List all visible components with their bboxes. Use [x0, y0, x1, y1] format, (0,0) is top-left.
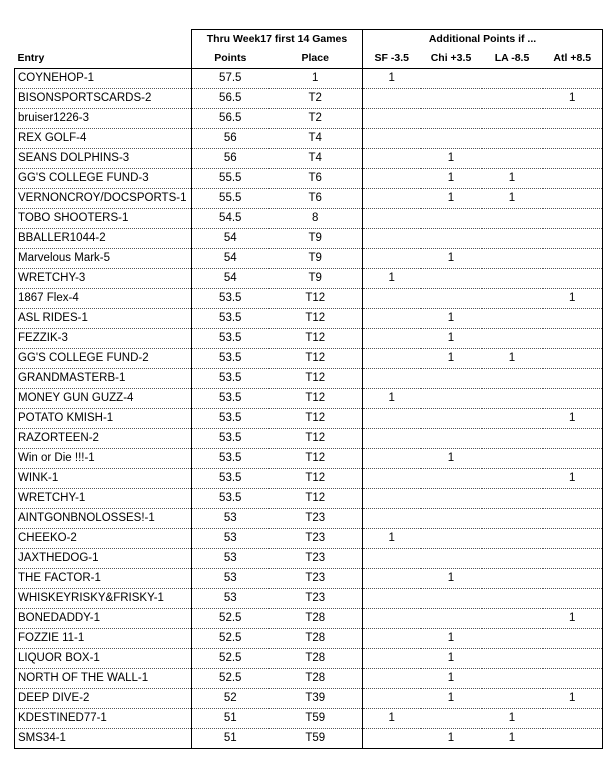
cell-place: T28 [269, 609, 363, 629]
cell-entry: SEANS DOLPHINS-3 [15, 149, 192, 169]
cell-place: T9 [269, 229, 363, 249]
cell-points: 55.5 [192, 169, 269, 189]
cell-points: 54 [192, 249, 269, 269]
cell-sf [363, 449, 421, 469]
standings-sheet [14, 29, 603, 749]
cell-sf: 1 [363, 389, 421, 409]
cell-sf [363, 589, 421, 609]
cell-la [482, 489, 543, 509]
cell-entry: SMS34-1 [15, 729, 192, 749]
cell-sf [363, 689, 421, 709]
cell-atl [543, 429, 603, 449]
cell-chi [421, 429, 482, 449]
cell-la [482, 69, 543, 89]
table-row [15, 429, 603, 449]
cell-place: T6 [269, 169, 363, 189]
cell-la: 1 [482, 349, 543, 369]
cell-chi [421, 369, 482, 389]
cell-place: 8 [269, 209, 363, 229]
cell-points: 52 [192, 689, 269, 709]
cell-entry: TOBO SHOOTERS-1 [15, 209, 192, 229]
table-row [15, 149, 603, 169]
cell-place: T59 [269, 709, 363, 729]
cell-points: 54.5 [192, 209, 269, 229]
cell-place: T23 [269, 549, 363, 569]
cell-entry: LIQUOR BOX-1 [15, 649, 192, 669]
table-row [15, 509, 603, 529]
cell-points: 53.5 [192, 309, 269, 329]
cell-atl [543, 649, 603, 669]
cell-sf [363, 549, 421, 569]
table-row [15, 729, 603, 749]
cell-place: T23 [269, 529, 363, 549]
cell-place: T23 [269, 589, 363, 609]
cell-chi: 1 [421, 729, 482, 749]
cell-place: T59 [269, 729, 363, 749]
cell-sf [363, 429, 421, 449]
cell-atl [543, 309, 603, 329]
cell-atl [543, 549, 603, 569]
table-row [15, 349, 603, 369]
cell-entry: WRETCHY-3 [15, 269, 192, 289]
cell-entry: GG'S COLLEGE FUND-2 [15, 349, 192, 369]
cell-points: 54 [192, 229, 269, 249]
cell-chi: 1 [421, 669, 482, 689]
standings-rows [15, 69, 603, 749]
cell-la [482, 469, 543, 489]
cell-chi [421, 229, 482, 249]
cell-sf [363, 629, 421, 649]
cell-entry: KDESTINED77-1 [15, 709, 192, 729]
cell-chi [421, 209, 482, 229]
cell-atl: 1 [543, 289, 603, 309]
table-row [15, 529, 603, 549]
cell-points: 56.5 [192, 109, 269, 129]
cell-points: 53 [192, 529, 269, 549]
cell-sf [363, 469, 421, 489]
table-row [15, 109, 603, 129]
cell-sf: 1 [363, 529, 421, 549]
cell-sf [363, 249, 421, 269]
cell-atl [543, 149, 603, 169]
cell-points: 53.5 [192, 349, 269, 369]
cell-atl [543, 589, 603, 609]
cell-la [482, 249, 543, 269]
cell-place: T12 [269, 429, 363, 449]
cell-entry: NORTH OF THE WALL-1 [15, 669, 192, 689]
cell-sf [363, 729, 421, 749]
cell-points: 53.5 [192, 389, 269, 409]
cell-chi: 1 [421, 649, 482, 669]
table-row [15, 69, 603, 89]
table-row [15, 469, 603, 489]
cell-sf [363, 189, 421, 209]
cell-points: 53.5 [192, 369, 269, 389]
cell-place: T2 [269, 89, 363, 109]
table-row [15, 649, 603, 669]
cell-sf [363, 89, 421, 109]
cell-chi: 1 [421, 169, 482, 189]
cell-la [482, 409, 543, 429]
cell-sf [363, 289, 421, 309]
cell-place: T39 [269, 689, 363, 709]
cell-atl [543, 349, 603, 369]
cell-place: T28 [269, 669, 363, 689]
cell-chi: 1 [421, 449, 482, 469]
col-header-entry: Entry [15, 49, 192, 69]
table-row [15, 609, 603, 629]
cell-place: T2 [269, 109, 363, 129]
cell-sf: 1 [363, 69, 421, 89]
cell-chi [421, 69, 482, 89]
cell-place: 1 [269, 69, 363, 89]
cell-chi [421, 269, 482, 289]
cell-place: T12 [269, 409, 363, 429]
cell-entry: RAZORTEEN-2 [15, 429, 192, 449]
cell-chi: 1 [421, 309, 482, 329]
cell-entry: GRANDMASTERB-1 [15, 369, 192, 389]
cell-chi: 1 [421, 249, 482, 269]
cell-sf [363, 569, 421, 589]
header-column-row [15, 49, 603, 69]
cell-atl: 1 [543, 89, 603, 109]
cell-place: T12 [269, 369, 363, 389]
cell-atl: 1 [543, 689, 603, 709]
cell-entry: AINTGONBNOLOSSES!-1 [15, 509, 192, 529]
cell-points: 52.5 [192, 649, 269, 669]
cell-la: 1 [482, 729, 543, 749]
cell-points: 52.5 [192, 609, 269, 629]
table-row [15, 489, 603, 509]
cell-chi [421, 469, 482, 489]
table-row [15, 169, 603, 189]
cell-sf [363, 369, 421, 389]
cell-place: T9 [269, 269, 363, 289]
cell-points: 52.5 [192, 629, 269, 649]
cell-chi [421, 609, 482, 629]
cell-entry: GG'S COLLEGE FUND-3 [15, 169, 192, 189]
cell-la [482, 209, 543, 229]
cell-atl [543, 269, 603, 289]
cell-sf [363, 229, 421, 249]
cell-chi: 1 [421, 689, 482, 709]
table-row [15, 249, 603, 269]
cell-atl [543, 169, 603, 189]
cell-entry: 1867 Flex-4 [15, 289, 192, 309]
cell-la [482, 309, 543, 329]
cell-place: T4 [269, 129, 363, 149]
cell-entry: JAXTHEDOG-1 [15, 549, 192, 569]
col-header-points: Points [192, 49, 269, 69]
cell-sf: 1 [363, 709, 421, 729]
cell-chi [421, 129, 482, 149]
group-title-additional-points: Additional Points if ... [363, 30, 603, 50]
col-header-chi: Chi +3.5 [421, 49, 482, 69]
cell-sf [363, 509, 421, 529]
cell-chi [421, 109, 482, 129]
cell-place: T12 [269, 389, 363, 409]
table-row [15, 569, 603, 589]
cell-chi [421, 529, 482, 549]
cell-la [482, 569, 543, 589]
cell-entry: REX GOLF-4 [15, 129, 192, 149]
cell-sf: 1 [363, 269, 421, 289]
cell-place: T12 [269, 289, 363, 309]
cell-atl [543, 569, 603, 589]
table-row [15, 329, 603, 349]
table-row [15, 449, 603, 469]
cell-place: T12 [269, 349, 363, 369]
cell-chi: 1 [421, 349, 482, 369]
cell-place: T28 [269, 649, 363, 669]
header-blank [15, 30, 192, 50]
cell-sf [363, 609, 421, 629]
cell-chi [421, 709, 482, 729]
cell-atl [543, 109, 603, 129]
cell-points: 51 [192, 729, 269, 749]
cell-points: 56.5 [192, 89, 269, 109]
cell-sf [363, 209, 421, 229]
table-row [15, 229, 603, 249]
cell-atl [543, 509, 603, 529]
cell-sf [363, 349, 421, 369]
cell-la: 1 [482, 709, 543, 729]
cell-atl [543, 209, 603, 229]
cell-entry: VERNONCROY/DOCSPORTS-1 [15, 189, 192, 209]
cell-sf [363, 489, 421, 509]
cell-la [482, 329, 543, 349]
cell-points: 52.5 [192, 669, 269, 689]
cell-points: 57.5 [192, 69, 269, 89]
cell-entry: POTATO KMISH-1 [15, 409, 192, 429]
cell-entry: THE FACTOR-1 [15, 569, 192, 589]
cell-points: 53.5 [192, 329, 269, 349]
cell-place: T4 [269, 149, 363, 169]
cell-points: 55.5 [192, 189, 269, 209]
cell-sf [363, 329, 421, 349]
cell-atl [543, 629, 603, 649]
cell-chi: 1 [421, 329, 482, 349]
cell-atl [543, 249, 603, 269]
cell-points: 53 [192, 509, 269, 529]
cell-entry: FEZZIK-3 [15, 329, 192, 349]
cell-entry: WINK-1 [15, 469, 192, 489]
cell-place: T12 [269, 469, 363, 489]
cell-place: T9 [269, 249, 363, 269]
cell-la [482, 529, 543, 549]
cell-la [482, 289, 543, 309]
cell-sf [363, 309, 421, 329]
cell-chi [421, 589, 482, 609]
table-row [15, 209, 603, 229]
cell-chi [421, 489, 482, 509]
cell-place: T12 [269, 449, 363, 469]
cell-la [482, 229, 543, 249]
cell-la [482, 429, 543, 449]
table-row [15, 309, 603, 329]
cell-atl [543, 529, 603, 549]
cell-la [482, 389, 543, 409]
cell-la [482, 109, 543, 129]
cell-entry: WHISKEYRISKY&FRISKY-1 [15, 589, 192, 609]
table-row [15, 629, 603, 649]
cell-entry: BISONSPORTSCARDS-2 [15, 89, 192, 109]
table-row [15, 669, 603, 689]
cell-la [482, 89, 543, 109]
cell-atl: 1 [543, 409, 603, 429]
header-group-row [15, 30, 603, 50]
cell-atl [543, 69, 603, 89]
cell-chi [421, 409, 482, 429]
cell-la [482, 449, 543, 469]
table-row [15, 189, 603, 209]
cell-chi [421, 289, 482, 309]
cell-entry: BBALLER1044-2 [15, 229, 192, 249]
cell-points: 53.5 [192, 289, 269, 309]
col-header-atl: Atl +8.5 [543, 49, 603, 69]
cell-atl [543, 369, 603, 389]
cell-points: 54 [192, 269, 269, 289]
cell-points: 53 [192, 549, 269, 569]
cell-entry: COYNEHOP-1 [15, 69, 192, 89]
cell-entry: Marvelous Mark-5 [15, 249, 192, 269]
cell-atl [543, 729, 603, 749]
cell-la [482, 669, 543, 689]
cell-la [482, 149, 543, 169]
cell-la [482, 509, 543, 529]
table-row [15, 369, 603, 389]
cell-entry: Win or Die !!!-1 [15, 449, 192, 469]
table-row [15, 129, 603, 149]
cell-place: T23 [269, 509, 363, 529]
cell-entry: MONEY GUN GUZZ-4 [15, 389, 192, 409]
cell-la [482, 649, 543, 669]
cell-entry: ASL RIDES-1 [15, 309, 192, 329]
cell-points: 56 [192, 149, 269, 169]
cell-la [482, 689, 543, 709]
cell-atl [543, 449, 603, 469]
table-row [15, 689, 603, 709]
cell-points: 53 [192, 589, 269, 609]
cell-la [482, 609, 543, 629]
table-row [15, 269, 603, 289]
col-header-sf: SF -3.5 [363, 49, 421, 69]
col-header-la: LA -8.5 [482, 49, 543, 69]
cell-atl [543, 229, 603, 249]
cell-place: T23 [269, 569, 363, 589]
cell-atl [543, 129, 603, 149]
cell-points: 53 [192, 569, 269, 589]
cell-place: T12 [269, 489, 363, 509]
cell-sf [363, 649, 421, 669]
cell-la [482, 129, 543, 149]
table-row [15, 589, 603, 609]
cell-entry: FOZZIE 11-1 [15, 629, 192, 649]
cell-entry: CHEEKO-2 [15, 529, 192, 549]
cell-place: T12 [269, 329, 363, 349]
cell-atl: 1 [543, 609, 603, 629]
table-row [15, 289, 603, 309]
cell-la: 1 [482, 169, 543, 189]
cell-points: 51 [192, 709, 269, 729]
cell-chi: 1 [421, 629, 482, 649]
cell-atl: 1 [543, 469, 603, 489]
table-row [15, 549, 603, 569]
cell-chi [421, 89, 482, 109]
cell-atl [543, 489, 603, 509]
cell-atl [543, 189, 603, 209]
cell-place: T6 [269, 189, 363, 209]
cell-points: 53.5 [192, 429, 269, 449]
table-row [15, 389, 603, 409]
cell-points: 56 [192, 129, 269, 149]
cell-sf [363, 129, 421, 149]
cell-sf [363, 409, 421, 429]
cell-points: 53.5 [192, 489, 269, 509]
cell-chi: 1 [421, 149, 482, 169]
standings-table [14, 29, 603, 749]
cell-atl [543, 709, 603, 729]
cell-sf [363, 669, 421, 689]
cell-points: 53.5 [192, 449, 269, 469]
col-header-place: Place [269, 49, 363, 69]
cell-atl [543, 389, 603, 409]
table-row [15, 709, 603, 729]
cell-chi: 1 [421, 569, 482, 589]
cell-points: 53.5 [192, 409, 269, 429]
cell-sf [363, 109, 421, 129]
cell-chi [421, 509, 482, 529]
cell-la [482, 549, 543, 569]
cell-atl [543, 669, 603, 689]
cell-chi: 1 [421, 189, 482, 209]
cell-la [482, 369, 543, 389]
cell-entry: BONEDADDY-1 [15, 609, 192, 629]
cell-sf [363, 169, 421, 189]
cell-place: T12 [269, 309, 363, 329]
group-title-thru-week17: Thru Week17 first 14 Games [192, 30, 363, 50]
cell-entry: bruiser1226-3 [15, 109, 192, 129]
cell-entry: DEEP DIVE-2 [15, 689, 192, 709]
cell-entry: WRETCHY-1 [15, 489, 192, 509]
table-row [15, 89, 603, 109]
cell-la [482, 589, 543, 609]
cell-chi [421, 389, 482, 409]
cell-la: 1 [482, 189, 543, 209]
table-row [15, 409, 603, 429]
cell-atl [543, 329, 603, 349]
cell-sf [363, 149, 421, 169]
cell-la [482, 269, 543, 289]
cell-points: 53.5 [192, 469, 269, 489]
cell-chi [421, 549, 482, 569]
cell-place: T28 [269, 629, 363, 649]
cell-la [482, 629, 543, 649]
